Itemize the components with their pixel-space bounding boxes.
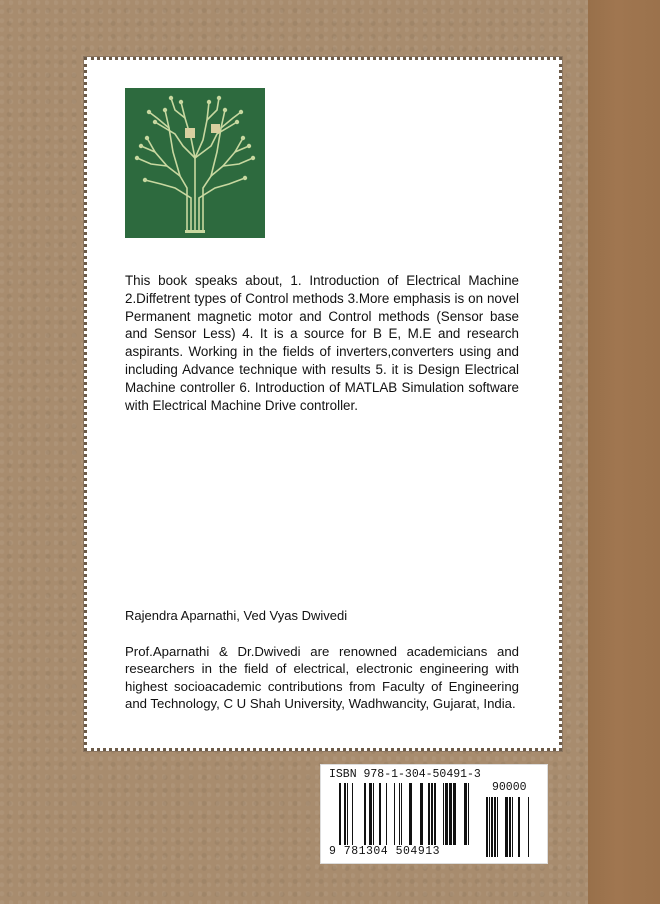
- author-bio: Prof.Aparnathi & Dr.Dwivedi are renowned academicians and researchers in the field of electrical, electronic engineering with highest socioacademic contributions from Faculty of Engineering and Technology, C U Shah University, Wadhwancity, Gujarat, India.: [125, 644, 519, 712]
- isbn-barcode: [320, 764, 548, 864]
- content-panel: [84, 57, 562, 751]
- author-names: Rajendra Aparnathi, Ved Vyas Dwivedi: [125, 608, 348, 623]
- book-description: This book speaks about, 1. Introduction of Electrical Machine 2.Diffetrent types of Control methods 3.More emphasis is on novel Permanent magnetic motor and Control methods (Sensor base and Sensor Less) 4. It is a source for B E, M.E and research aspirants. Working in the fields of inverters,converters using and including Advance technique with results 5. it is Design Electrical Machine controller 6. Introduction of MATLAB Simulation software with Electrical Machine Drive controller.: [125, 273, 519, 413]
- barcode-addon: 90000: [492, 781, 527, 794]
- circuit-tree-icon: [125, 88, 265, 238]
- isbn-label: ISBN 978-1-304-50491-3: [329, 768, 481, 781]
- circuit-tree-logo: [125, 88, 265, 238]
- book-spine: [588, 0, 660, 904]
- barcode-digits: 9 781304 504913: [329, 845, 441, 858]
